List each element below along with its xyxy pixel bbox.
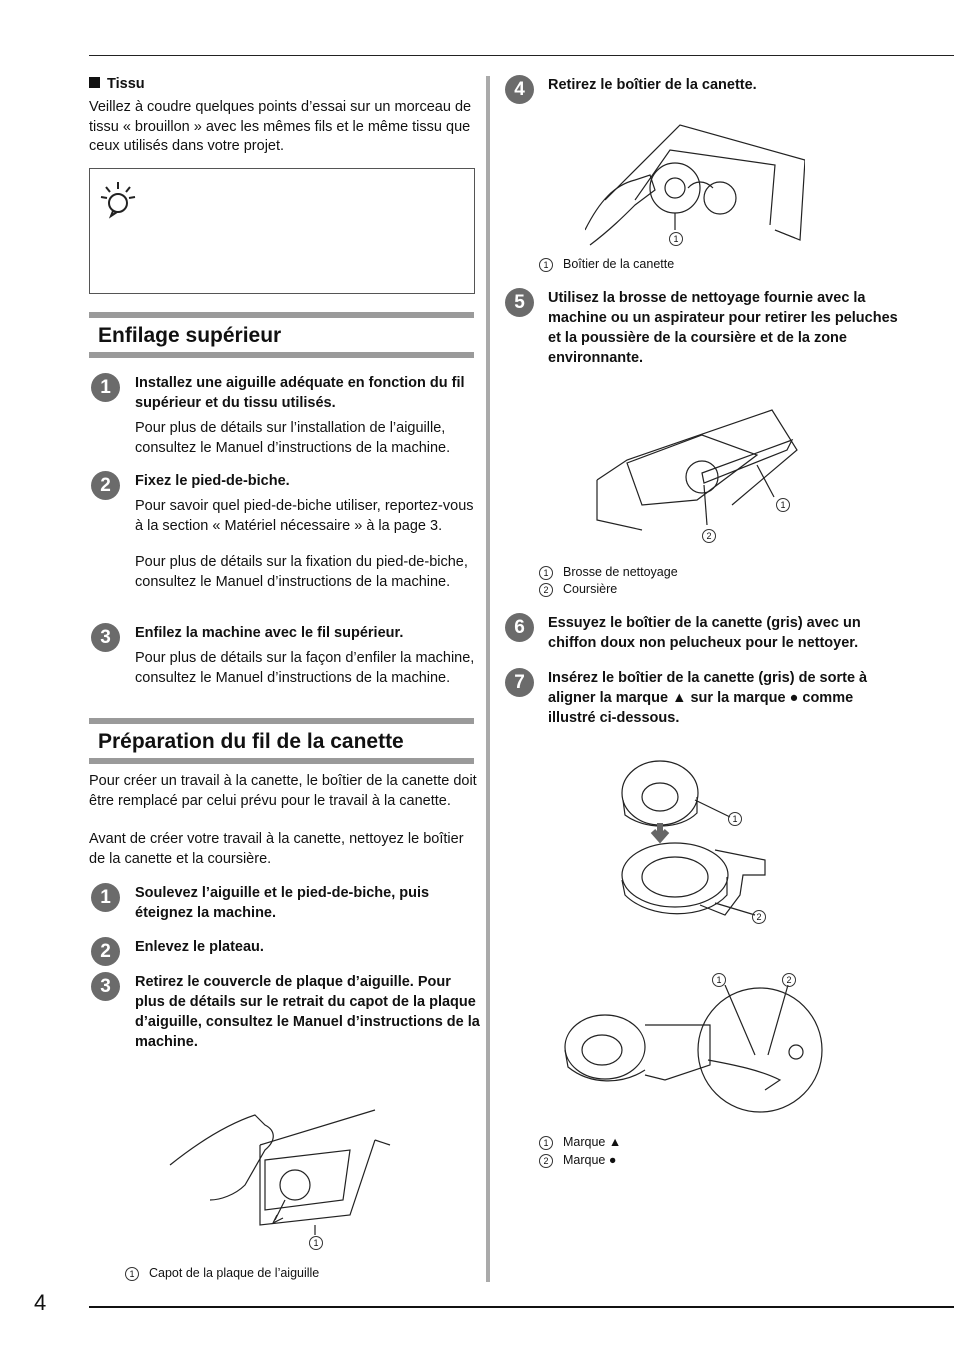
figure-caption: 2 Marque ● — [539, 1152, 616, 1169]
step-badge: 3 — [91, 972, 120, 1001]
step-badge: 2 — [91, 937, 120, 966]
step-body: Pour plus de détails sur la façon d’enfiler la machine, consultez le Manuel d’instructions de la machine. — [135, 650, 475, 686]
callout-2: 2 — [752, 908, 766, 925]
figure-caption: 1 Boîtier de la canette — [539, 256, 674, 273]
step-title: Essuyez le boîtier de la canette (gris) avec un chiffon doux non pelucheux pour le nettoyer. — [548, 615, 861, 651]
callout-1: 1 — [776, 496, 790, 513]
section-preparation — [89, 718, 474, 764]
callout-1: 1 — [309, 1234, 323, 1251]
callout-1: 1 — [669, 230, 683, 247]
step-badge: 1 — [91, 373, 120, 402]
step-title: Fixez le pied-de-biche. — [135, 473, 290, 489]
step-badge: 3 — [91, 623, 120, 652]
bobbin-case-removal-illustration — [585, 120, 805, 250]
section-intro: Pour créer un travail à la canette, le boîtier de la canette doit être remplacé par celui prévu pour le travail à la canette. — [89, 773, 477, 809]
callout-1: 1 — [712, 971, 726, 988]
top-rule — [89, 55, 954, 56]
step-badge: 2 — [91, 471, 120, 500]
step-title: Utilisez la brosse de nettoyage fournie avec la machine ou un aspirateur pour retirer les peluches et la poussière de la coursière et de la zone environnante. — [548, 290, 898, 366]
note-bulb-icon — [98, 179, 138, 219]
step-body: Pour plus de détails sur la fixation du pied-de-biche, consultez le Manuel d’instructions de la machine. — [135, 554, 468, 590]
step-title: Retirez le boîtier de la canette. — [548, 77, 757, 93]
callout-2: 2 — [702, 527, 716, 544]
step-title: Enlevez le plateau. — [135, 939, 264, 955]
tissu-text: Veillez à coudre quelques points d’essai sur un morceau de tissu « brouillon » avec les mêmes fils et le même tissu que ceux utilisés dans votre projet. — [89, 99, 472, 154]
step-title: Soulevez l’aiguille et le pied-de-biche, puis éteignez la machine. — [135, 885, 430, 921]
callout-2: 2 — [782, 971, 796, 988]
step-title: Installez une aiguille adéquate en fonction du fil supérieur et du tissu utilisés. — [135, 375, 465, 411]
figure-caption: 1 Brosse de nettoyage — [539, 564, 678, 581]
step-body: Pour plus de détails sur l’installation de l’aiguille, consultez le Manuel d’instructions de la machine. — [135, 420, 451, 456]
step-body: Pour savoir quel pied-de-biche utiliser, reportez-vous à la section « Matériel nécessaire » à la page 3. — [135, 498, 474, 534]
bobbin-case-insertion-illustration — [615, 755, 775, 925]
square-bullet-icon — [89, 77, 100, 88]
bottom-rule — [89, 1306, 954, 1308]
needle-plate-cover-illustration — [165, 1105, 395, 1255]
cleaning-brush-illustration — [592, 405, 802, 535]
step-title: Insérez le boîtier de la canette (gris) de sorte à aligner la marque ▲ sur la marque ● comme illustré ci-dessous. — [548, 670, 868, 726]
section-intro: Avant de créer votre travail à la canette, nettoyez le boîtier de la canette et la coursière. — [89, 831, 464, 867]
note-box — [89, 168, 475, 294]
section-title: Préparation du fil de la canette — [98, 730, 404, 753]
step-badge: 5 — [505, 288, 534, 317]
step-title: Enfilez la machine avec le fil supérieur. — [135, 625, 404, 641]
step-badge: 1 — [91, 883, 120, 912]
section-enfilage — [89, 312, 474, 358]
figure-caption: 2 Coursière — [539, 581, 617, 598]
step-title: Retirez le couvercle de plaque d’aiguille. Pour plus de détails sur le retrait du capot de la plaque d’aiguille, consultez le Manuel d’instructions de la machine. — [135, 974, 480, 1050]
column-divider — [486, 76, 490, 1282]
section-title: Enfilage supérieur — [98, 324, 282, 347]
tissu-heading: Tissu — [89, 76, 145, 92]
page-number: 4 — [34, 1290, 47, 1315]
step-badge: 6 — [505, 613, 534, 642]
step-badge: 7 — [505, 668, 534, 697]
mark-alignment-illustration — [560, 985, 825, 1120]
callout-1: 1 — [728, 810, 742, 827]
figure-caption: 1 Capot de la plaque de l’aiguille — [125, 1265, 319, 1282]
figure-caption: 1 Marque ▲ — [539, 1134, 621, 1151]
step-badge: 4 — [505, 75, 534, 104]
